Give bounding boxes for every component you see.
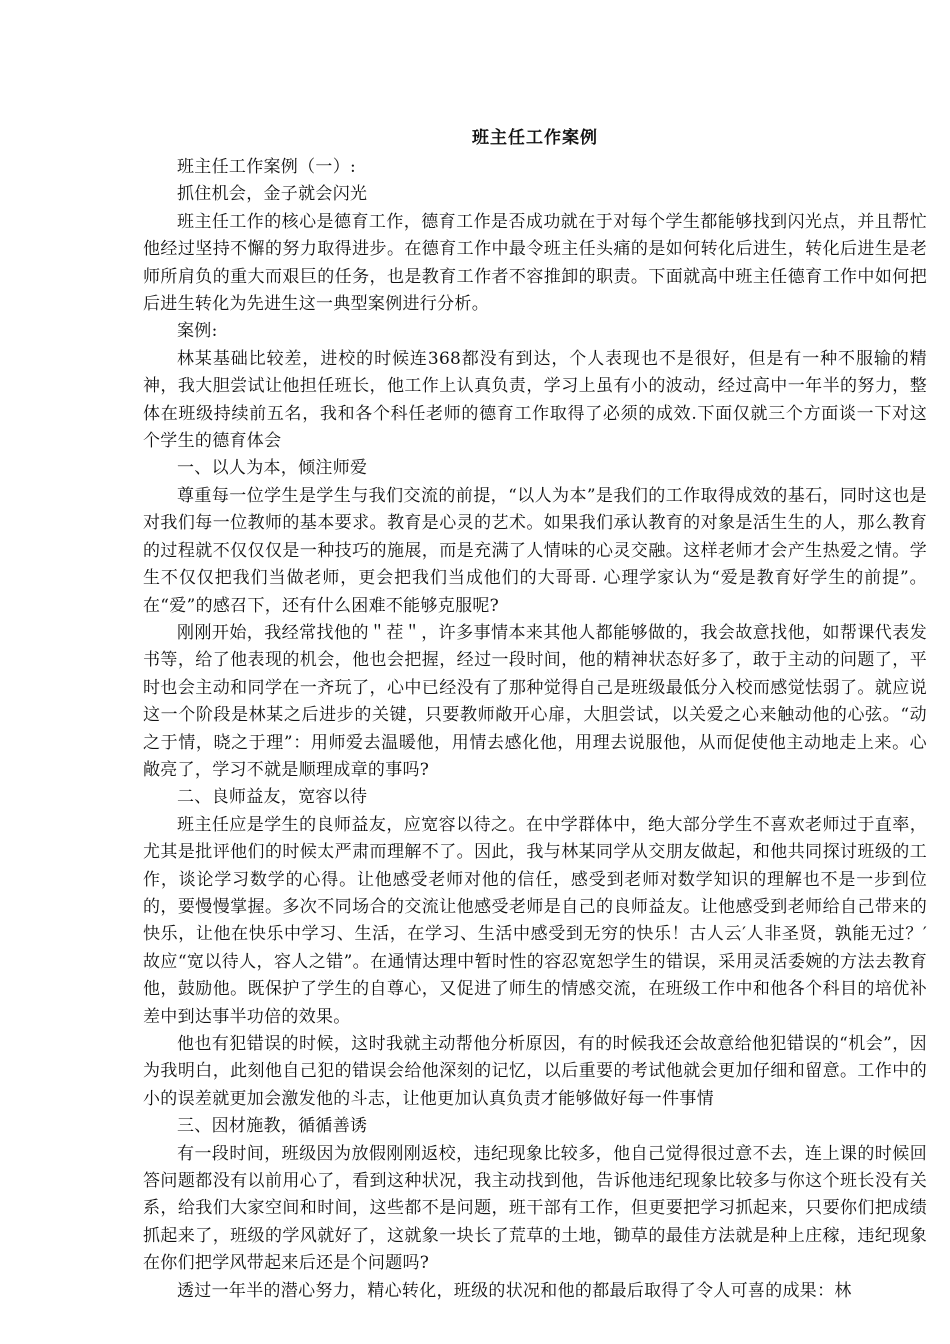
section-2-paragraph-1: 班主任应是学生的良师益友，应宽容以待之。在中学群体中，绝大部分学生不喜欢老师过于直率，尤其是批评他们的时候太严肃而理解不了。因此，我与林某同学从交朋友做起，和他共同探讨班级的工作，谈论学习数学的心得。让他感受老师对他的信任，感受到老师对数学知识的理解也不是一步到位的，要慢慢掌握。多次不同场合的交流让他感受老师是自己的良师益友。让他感受到老师给自己带来的快乐，让他在快乐中学习、生活，在学习、生活中感受到无穷的快乐！古人云′人非圣贤，孰能无过？′故应“宽以待人，容人之错”。在通情达理中暂时性的容忍宽恕学生的错误，采用灵活委婉的方法去教育他，鼓励他。既保护了学生的自尊心，又促进了师生的情感交流，在班级工作中和他各个科目的培优补差中到达事半功倍的效果。 [143,814,927,1027]
case-subtitle: 抓住机会，金子就会闪光 [177,184,368,205]
document-body [143,126,927,1305]
section-heading-2: 二、良师益友，宽容以待 [177,787,368,808]
case-label: 案例: [177,321,218,342]
section-3-paragraph-1: 有一段时间，班级因为放假刚刚返校，违纪现象比较多，他自己觉得很过意不去，连上课的时候回答问题都没有以前用心了，看到这种状况，我主动找到他，告诉他违纪现象比较多与你这个班长没有关系，给我们大家空间和时间，这些都不是问题，班干部有工作，但更要把学习抓起来，只要你们把成绩抓起来了，班级的学风就好了，这就象一块长了荒草的土地，锄草的最佳方法就是种上庄稼，违纪现象在你们把学风带起来后还是个问题吗? [143,1143,927,1274]
case-heading: 班主任工作案例（一）: [177,157,357,177]
section-heading-1: 一、以人为本，倾注师爱 [177,458,368,479]
closing-paragraph: 透过一年半的潜心努力，精心转化，班级的状况和他的都最后取得了令人可喜的成果：林 [177,1280,852,1301]
intro-paragraph: 班主任工作的核心是德育工作，德育工作是否成功就在于对每个学生都能够找到闪光点，并且帮忙他经过坚持不懈的努力取得进步。在德育工作中最令班主任头痛的是如何转化后进生，转化后进生是老师所肩负的重大而艰巨的任务，也是教育工作者不容推卸的职责。下面就高中班主任德育工作中如何把后进生转化为先进生这一典型案例进行分析。 [143,211,927,315]
section-2-paragraph-2: 他也有犯错误的时候，这时我就主动帮他分析原因，有的时候我还会故意给他犯错误的“机会”，因为我明白，此刻他自己犯的错误会给他深刻的记忆，以后重要的考试他就会更加仔细和留意。工作中的小的误差就更加会激发他的斗志，让他更加认真负责才能够做好每一件事情 [143,1034,927,1109]
document-title: 班主任工作案例 [472,128,598,148]
case-description-paragraph: 林某基础比较差，进校的时候连368都没有到达，个人表现也不是很好，但是有一种不服输的精神，我大胆尝试让他担任班长，他工作上认真负责，学习上虽有小的波动，经过高中一年半的努力，整体在班级持续前五名，我和各个科任老师的德育工作取得了必须的成效.下面仅就三个方面谈一下对这个学生的德育体会 [143,348,927,452]
section-heading-3: 三、因材施教，循循善诱 [177,1116,368,1137]
section-1-paragraph-1: 尊重每一位学生是学生与我们交流的前提，“以人为本”是我们的工作取得成效的基石，同时这也是对我们每一位教师的基本要求。教育是心灵的艺术。如果我们承认教育的对象是活生生的人，那么教育的过程就不仅仅仅是一种技巧的施展，而是充满了人情味的心灵交融。这样老师才会产生热爱之情。学生不仅仅把我们当做老师，更会把我们当成他们的大哥哥. 心理学家认为“爱是教育好学生的前提”。在“爱”的感召下，还有什么困难不能够克服呢? [143,485,927,616]
section-1-paragraph-2: 刚刚开始，我经常找他的＂茬＂，许多事情本来其他人都能够做的，我会故意找他，如帮课代表发书等，给了他表现的机会，他也会把握，经过一段时间，他的精神状态好多了，敢于主动的问题了，平时也会主动和同学在一齐玩了，心中已经没有了那种觉得自己是班级最低分入校而感觉怯弱了。就应说这一个阶段是林某之后进步的关键，只要教师敞开心扉，大胆尝试，以关爱之心来触动他的心弦。“动之于情，晓之于理”：用师爱去温暖他，用情去感化他，用理去说服他，从而促使他主动地走上来。心敞亮了，学习不就是顺理成章的事吗? [143,622,927,780]
